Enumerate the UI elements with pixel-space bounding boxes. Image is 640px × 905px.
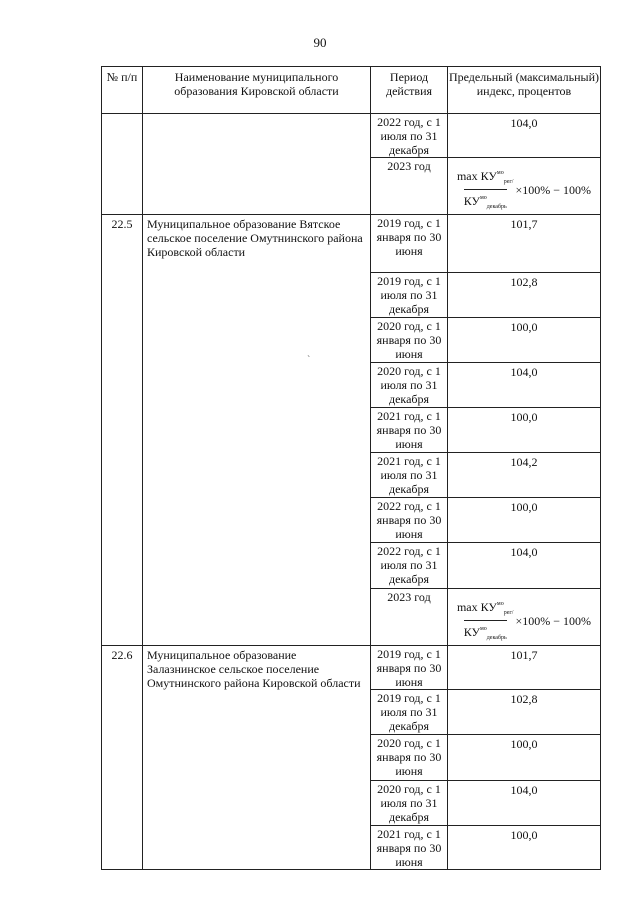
period-cell: 2019 год, с 1 января по 30 июня <box>371 646 448 690</box>
index-cell <box>448 453 601 498</box>
index-value: 100,0 <box>510 737 538 751</box>
index-cell <box>448 826 601 870</box>
index-formula <box>448 160 600 214</box>
row-number: 22.6 <box>102 646 143 870</box>
header-number: № п/п <box>102 67 143 114</box>
formula-denominator-sup: мо <box>479 626 487 632</box>
index-cell <box>448 273 601 318</box>
header-municipality: Наименование муниципального образования Кировской области <box>143 67 371 114</box>
table-body <box>102 114 601 870</box>
table-row <box>102 114 601 158</box>
period-cell: 2022 год, с 1 июля по 31 декабря <box>371 114 448 158</box>
formula-numerator-text: max КУ <box>456 600 497 614</box>
formula-denominator <box>464 620 507 645</box>
formula-denominator-sub: декабрь <box>486 635 507 641</box>
municipality-name <box>143 114 371 215</box>
period-cell: 2020 год, с 1 июля по 31 декабря <box>371 363 448 408</box>
formula-tail: ×100% − 100% <box>515 183 592 197</box>
header-index: Предельный (максимальный) индекс, процентов <box>448 67 601 114</box>
index-value: 100,0 <box>510 500 538 514</box>
row-number <box>102 114 143 215</box>
municipality-name: Муниципальное образование Вятское сельское поселение Омутнинского района Кировской области <box>143 215 371 646</box>
index-cell <box>448 363 601 408</box>
period-cell: 2019 год, с 1 июля по 31 декабря <box>371 690 448 735</box>
index-value: 102,8 <box>510 692 538 706</box>
period-cell: 2021 год, с 1 января по 30 июня <box>371 826 448 870</box>
index-value: 101,7 <box>510 648 538 662</box>
period-cell: 2019 год, с 1 января по 30 июня <box>371 215 448 273</box>
header-period: Период действия <box>371 67 448 114</box>
index-cell <box>448 781 601 826</box>
period-cell: 2022 год, с 1 июля по 31 декабря <box>371 543 448 589</box>
formula-denominator-sub: декабрь <box>486 204 507 210</box>
period-cell: 2021 год, с 1 июля по 31 декабря <box>371 453 448 498</box>
index-cell <box>448 690 601 735</box>
index-value: 104,0 <box>510 116 538 130</box>
index-cell <box>448 646 601 690</box>
formula-tail: ×100% − 100% <box>515 614 592 628</box>
formula-numerator-sup: мо <box>496 601 504 607</box>
index-cell <box>448 589 601 646</box>
formula-denominator-text: КУ <box>463 194 480 208</box>
period-cell: 2020 год, с 1 июля по 31 декабря <box>371 781 448 826</box>
index-cell <box>448 158 601 215</box>
formula-denominator-text: КУ <box>463 625 480 639</box>
period-cell: 2022 год, с 1 января по 30 июня <box>371 498 448 543</box>
index-cell <box>448 543 601 589</box>
index-cell <box>448 215 601 273</box>
period-cell: 2021 год, с 1 января по 30 июня <box>371 408 448 453</box>
index-cell <box>448 408 601 453</box>
formula-fraction <box>457 597 514 645</box>
formula-denominator <box>464 189 507 214</box>
index-value: 102,8 <box>510 275 538 289</box>
formula-numerator <box>457 166 514 189</box>
table-header-row <box>102 67 601 114</box>
table-row <box>102 215 601 273</box>
formula-fraction <box>457 166 514 214</box>
period-cell: 2023 год <box>371 158 448 215</box>
period-cell: 2023 год <box>371 589 448 646</box>
period-cell: 2020 год, с 1 января по 30 июня <box>371 318 448 363</box>
index-value: 100,0 <box>510 410 538 424</box>
formula-numerator <box>457 597 514 620</box>
index-value: 104,2 <box>510 455 538 469</box>
formula-numerator-text: max КУ <box>456 169 497 183</box>
index-cell <box>448 114 601 158</box>
municipality-name: Муниципальное образование Залазнинское сельское поселение Омутнинского района Кировской области <box>143 646 371 870</box>
index-cell <box>448 735 601 781</box>
index-value: 101,7 <box>510 217 538 231</box>
index-cell <box>448 318 601 363</box>
tariff-index-table <box>101 66 601 870</box>
period-cell: 2019 год, с 1 июля по 31 декабря <box>371 273 448 318</box>
index-formula <box>448 591 600 645</box>
stray-mark: ˋ <box>307 355 311 366</box>
page-number: 90 <box>313 35 327 50</box>
index-value: 100,0 <box>510 828 538 842</box>
formula-denominator-sup: мо <box>479 195 487 201</box>
index-value: 104,0 <box>510 365 538 379</box>
index-cell <box>448 498 601 543</box>
period-cell: 2020 год, с 1 января по 30 июня <box>371 735 448 781</box>
index-value: 104,0 <box>510 783 538 797</box>
row-number: 22.5 <box>102 215 143 646</box>
table-row <box>102 646 601 690</box>
index-value: 100,0 <box>510 320 538 334</box>
formula-numerator-sub: рег/ <box>503 610 514 616</box>
index-value: 104,0 <box>510 545 538 559</box>
formula-numerator-sup: мо <box>496 170 504 176</box>
formula-numerator-sub: рег/ <box>503 179 514 185</box>
